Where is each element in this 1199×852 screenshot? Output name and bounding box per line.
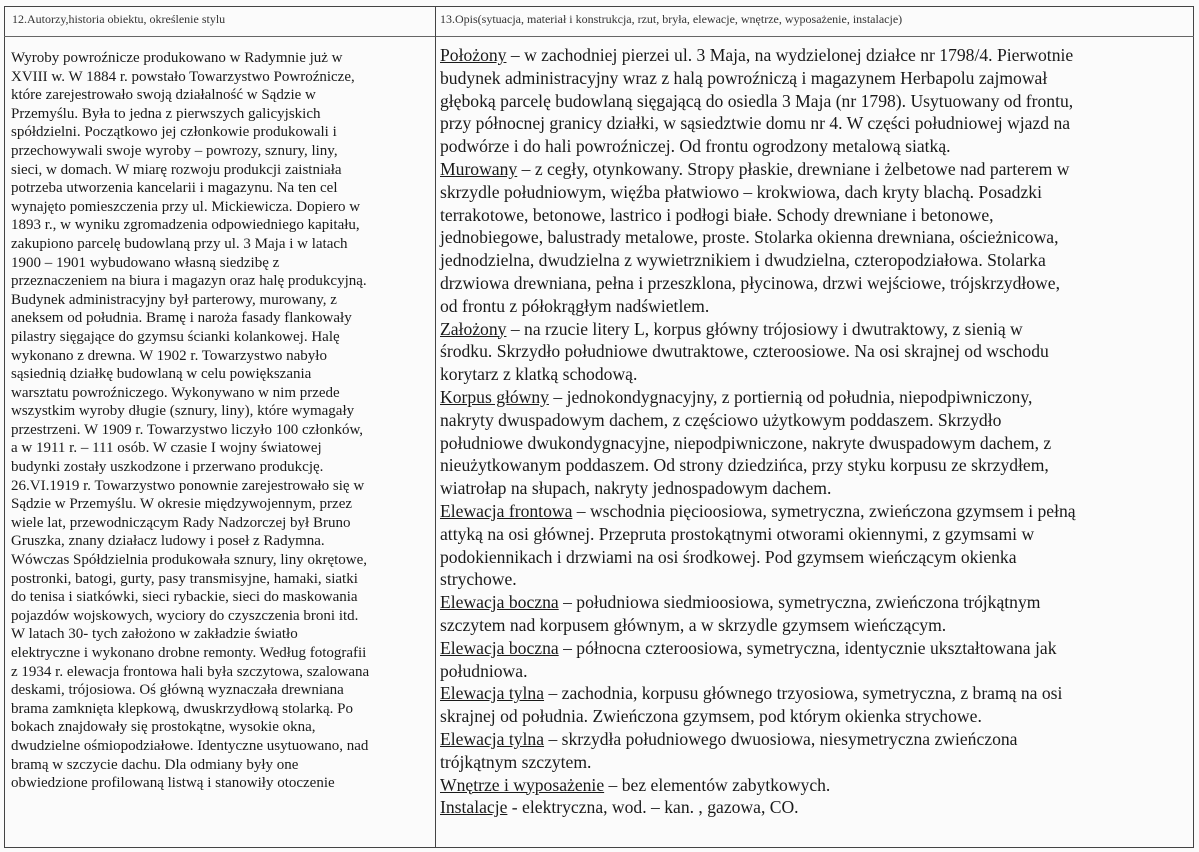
description-line bbox=[440, 774, 1190, 797]
history-line: wiele lat, przewodniczącym Rady Nadzorczej był Bruno bbox=[11, 514, 351, 531]
description-line bbox=[440, 523, 1190, 546]
description-text-run: szczytem nad korpusem głównym, a w skrzydle gzymsem wieńczącym. bbox=[440, 614, 947, 635]
description-text-run: strychowe. bbox=[440, 569, 517, 590]
history-line: 26.VI.1919 r. Towarzystwo ponownie zarejestrowało się w bbox=[11, 477, 365, 494]
description-line bbox=[440, 135, 1190, 158]
description-line bbox=[440, 682, 1190, 705]
description-line bbox=[440, 386, 1190, 409]
description-line bbox=[440, 44, 1190, 67]
description-line bbox=[440, 318, 1190, 341]
description-line bbox=[440, 660, 1190, 683]
description-text-run: – zachodnia, korpusu głównego trzyosiowa, symetryczna, z bramą na osi bbox=[544, 683, 1063, 704]
history-line: pilastry sięgające do gzymsu ścianki kolankowej. Halę bbox=[11, 328, 340, 345]
description-line bbox=[440, 637, 1190, 660]
description-text-run: – północna czteroosiowa, symetryczna, identycznie ukształtowana jak bbox=[558, 637, 1057, 658]
description-line bbox=[440, 409, 1190, 432]
description-text-run: nieużytkowanym poddaszem. Od strony dziedzińca, przy styku korpusu ze skrzydłem, bbox=[440, 455, 1049, 476]
history-line: Wyroby powroźnicze produkowano w Radymnie już w bbox=[11, 50, 343, 66]
history-line: sąsiednią działkę budowlaną w celu powiększania bbox=[11, 366, 312, 383]
description-text-run: nakryty dwuspadowym dachem, z częściowo użytkowym poddaszem. Skrzydło bbox=[440, 409, 1002, 430]
description-line bbox=[440, 363, 1190, 386]
history-line: brama zamknięta klepkową, dwuskrzydłową stolarką. Po bbox=[11, 700, 353, 717]
description-text-run: – wschodnia pięcioosiowa, symetryczna, zwieńczona gzymsem i pełną bbox=[572, 500, 1076, 521]
description-line bbox=[440, 112, 1190, 135]
history-line: elektryczne i wykonano drobne remonty. Według fotografii bbox=[11, 645, 367, 661]
description-text-run: terrakotowe, betonowe, lastrico i podłogi białe. Schody drewniane i betonowe, bbox=[440, 204, 994, 225]
history-line: W latach 30- tych założono w zakładzie światło bbox=[11, 626, 298, 643]
history-line: warsztatu powroźniczego. Wykonywano w nim przede bbox=[11, 384, 340, 401]
section-keyword: Instalacje bbox=[440, 797, 508, 818]
history-line: 1893 r., w wyniku zgromadzenia odpowiedniego kapitału, bbox=[11, 217, 360, 234]
history-line: aneksem od południa. Bramę i naroża fasady flankowały bbox=[11, 310, 352, 327]
description-line bbox=[440, 432, 1190, 455]
history-line: bramą w szczycie dachu. Dla odmiany były one bbox=[11, 756, 299, 773]
description-text bbox=[440, 44, 1190, 819]
section-keyword: Wnętrze i wyposażenie bbox=[440, 774, 605, 795]
description-text-run: południowa. bbox=[440, 660, 528, 681]
history-line: potrzeba utworzenia kancelarii i magazynu. Na ten cel bbox=[11, 180, 338, 197]
history-line: 1900 – 1901 wybudowano własną siedzibę z bbox=[11, 254, 280, 271]
description-text-run: – bez elementów zabytkowych. bbox=[604, 774, 831, 795]
description-text-run: – na rzucie litery L, korpus główny trójosiowy i dwutraktowy, z sienią w bbox=[506, 318, 1023, 339]
history-line: pojazdów wojskowych, wyciory do czyszczenia broni itd. bbox=[11, 607, 359, 624]
history-line: dwudzielne ośmiopodziałowe. Identyczne usytuowano, nad bbox=[11, 737, 369, 754]
history-line: przechowywali swoje wyroby – powrozy, sznury, liny, bbox=[11, 142, 338, 159]
header-divider bbox=[4, 36, 1194, 37]
history-line: wszystkim wyroby długie (sznury, liny), które wymagały bbox=[11, 403, 355, 420]
history-line: przestrzeni. W 1909 r. Towarzystwo liczyło 100 członków, bbox=[11, 421, 364, 438]
section-keyword: Elewacja boczna bbox=[440, 592, 559, 613]
description-line bbox=[440, 751, 1190, 774]
description-line bbox=[440, 705, 1190, 728]
history-text bbox=[11, 49, 441, 793]
description-line bbox=[440, 614, 1190, 637]
history-line: deskami, trójosiowa. Oś główną wyznaczała drewniana bbox=[11, 682, 344, 699]
history-line: z 1934 r. elewacja frontowa hali była szczytowa, szalowana bbox=[11, 663, 370, 680]
section-keyword: Elewacja tylna bbox=[440, 683, 545, 704]
history-line: a w 1911 r. – 111 osób. W czasie I wojny światowej bbox=[11, 440, 322, 457]
description-text-run: attyką na osi głównej. Przepruta prostokątnymi otworami okiennymi, z gzymsami w bbox=[440, 523, 1035, 544]
history-line: Sądzie w Przemyślu. W okresie międzywojennym, przez bbox=[11, 496, 353, 513]
history-line: spółdzielni. Początkowo jej członkowie produkowali i bbox=[11, 124, 337, 141]
history-line: Wówczas Spółdzielnia produkowała sznury, liny okrętowe, bbox=[11, 552, 368, 569]
description-text-run: od frontu z półokrągłym nadświetlem. bbox=[440, 295, 710, 316]
history-line: wynajęto pomieszczenia przy ul. Mickiewicza. Dopiero w bbox=[11, 198, 361, 215]
description-text-run: jednodzielna, dwudzielna z wywietrznikiem i dwudzielna, czteropodziałowa. Stolarka bbox=[440, 250, 1046, 271]
description-text-run: – w zachodniej pierzei ul. 3 Maja, na wydzielonej działce nr 1798/4. Pierwotnie bbox=[506, 45, 1074, 65]
description-line bbox=[440, 454, 1190, 477]
description-text-run: korytarz z klatką schodową. bbox=[440, 364, 638, 385]
description-text-run: jednobiegowe, balustrady metalowe, proste. Stolarka okienna drewniana, ościeżnicowa, bbox=[440, 227, 1059, 248]
description-line bbox=[440, 500, 1190, 523]
history-line: obwiedzione profilowaną listwą i stanowiły otoczenie bbox=[11, 775, 335, 792]
description-line bbox=[440, 546, 1190, 569]
description-text-run: skrzydle południowym, więźba płatwiowo – krokwiowa, dach kryty blachą. Posadzki bbox=[440, 181, 1042, 202]
description-text-run: - elektryczna, wod. – kan. , gazowa, CO. bbox=[507, 797, 799, 818]
description-line bbox=[440, 90, 1190, 113]
description-text-run: skrajnej od południa. Zwieńczona gzymsem, pod którym okienka strychowe. bbox=[440, 706, 982, 727]
description-text-run: trójkątnym szczytem. bbox=[440, 751, 592, 772]
description-text-run: – jednokondygnacyjny, z portiernią od południa, niepodpiwniczony, bbox=[548, 386, 1033, 407]
description-line bbox=[440, 568, 1190, 591]
description-line bbox=[440, 796, 1190, 819]
description-line bbox=[440, 181, 1190, 204]
history-line: Gruszka, znany działacz ludowy i poseł z Radymna. bbox=[11, 533, 325, 550]
description-line bbox=[440, 728, 1190, 751]
history-line: które zarejestrowało swoją działalność w Sądzie w bbox=[11, 87, 316, 104]
section-keyword: Elewacja tylna bbox=[440, 728, 545, 749]
description-line bbox=[440, 67, 1190, 90]
section-keyword: Założony bbox=[440, 318, 507, 339]
history-line: XVIII w. W 1884 r. powstało Towarzystwo Powroźnicze, bbox=[11, 68, 355, 85]
section-keyword: Elewacja frontowa bbox=[440, 500, 573, 521]
history-line: do tenisa i siatkówki, sieci rybackie, sieci do maskowania bbox=[11, 589, 358, 606]
history-line: Budynek administracyjny był parterowy, murowany, z bbox=[11, 291, 337, 308]
description-line bbox=[440, 204, 1190, 227]
description-line bbox=[440, 477, 1190, 500]
description-line bbox=[440, 272, 1190, 295]
description-line bbox=[440, 158, 1190, 181]
history-line: wykonano z drewna. W 1902 r. Towarzystwo nabyło bbox=[11, 347, 327, 364]
description-text-run: południowe dwukondygnacyjne, niepodpiwniczone, nakryte dwuspadowym dachem, z bbox=[440, 432, 1052, 453]
description-text-run: – skrzydła południowego dwuosiowa, niesymetryczna zwieńczona bbox=[544, 728, 1018, 749]
description-text-run: – południowa siedmioosiowa, symetryczna, zwieńczona trójkątnym bbox=[558, 592, 1041, 613]
description-line bbox=[440, 295, 1190, 318]
description-text-run: – z cegły, otynkowany. Stropy płaskie, drewniane i żelbetowe nad parterem w bbox=[517, 158, 1070, 179]
history-line: zakupiono parcelę budowlaną przy ul. 3 Maja i w latach bbox=[11, 235, 348, 252]
description-line bbox=[440, 249, 1190, 272]
section-keyword: Korpus główny bbox=[440, 386, 549, 407]
section-keyword: Elewacja boczna bbox=[440, 637, 559, 658]
description-line bbox=[440, 340, 1190, 363]
history-line: sieci, w domach. W miarę rozwoju produkcji zaistniała bbox=[11, 161, 342, 178]
history-line: budynki zostały uszkodzone i przerwano produkcję. bbox=[11, 459, 324, 476]
description-column-header: 13.Opis(sytuacja, materiał i konstrukcja, rzut, bryła, elewacje, wnętrze, wyposażenie, instalacje) bbox=[440, 12, 903, 26]
history-line: Przemyślu. Była to jedna z pierwszych galicyjskich bbox=[11, 105, 321, 122]
description-line bbox=[440, 226, 1190, 249]
section-keyword: Murowany bbox=[440, 158, 518, 179]
description-text-run: budynek administracyjny wraz z halą powroźniczą i magazynem Herbapolu zajmował bbox=[440, 67, 1048, 88]
history-line: bokach znajdowały się prostokątne, wysokie okna, bbox=[11, 719, 316, 736]
description-text-run: wiatrołap na słupach, nakryty jednospadowym dachem. bbox=[440, 478, 832, 499]
history-line: przeznaczeniem na biura i magazyn oraz halę produkcyjną. bbox=[11, 273, 367, 290]
description-text-run: podokiennikach i drzwiami na osi środkowej. Pod gzymsem wieńczącym okienka bbox=[440, 546, 1017, 567]
history-line: postronki, batogi, gurty, pasy transmisyjne, hamaki, siatki bbox=[11, 570, 358, 587]
description-text-run: głęboką parcelę budowlaną sięgającą do osiedla 3 Maja (nr 1798). Usytuowany od frontu, bbox=[440, 90, 1074, 111]
history-column-header: 12.Autorzy,historia obiektu, określenie stylu bbox=[12, 12, 226, 26]
description-text-run: podwórze i do hali powroźniczej. Od frontu ogrodzony metalową siatką. bbox=[440, 136, 951, 157]
section-keyword: Położony bbox=[440, 45, 507, 65]
description-text-run: środku. Skrzydło południowe dwutraktowe, czteroosiowe. Na osi skrajnej od wschodu bbox=[440, 341, 1049, 362]
description-line bbox=[440, 591, 1190, 614]
description-text-run: drzwiowa drewniana, pełna i przeszklona, płycinowa, drzwi wejściowe, trójskrzydłowe, bbox=[440, 272, 1060, 293]
description-text-run: przy północnej granicy działki, w sąsiedztwie domu nr 4. W części południowej wjazd na bbox=[440, 113, 1071, 134]
